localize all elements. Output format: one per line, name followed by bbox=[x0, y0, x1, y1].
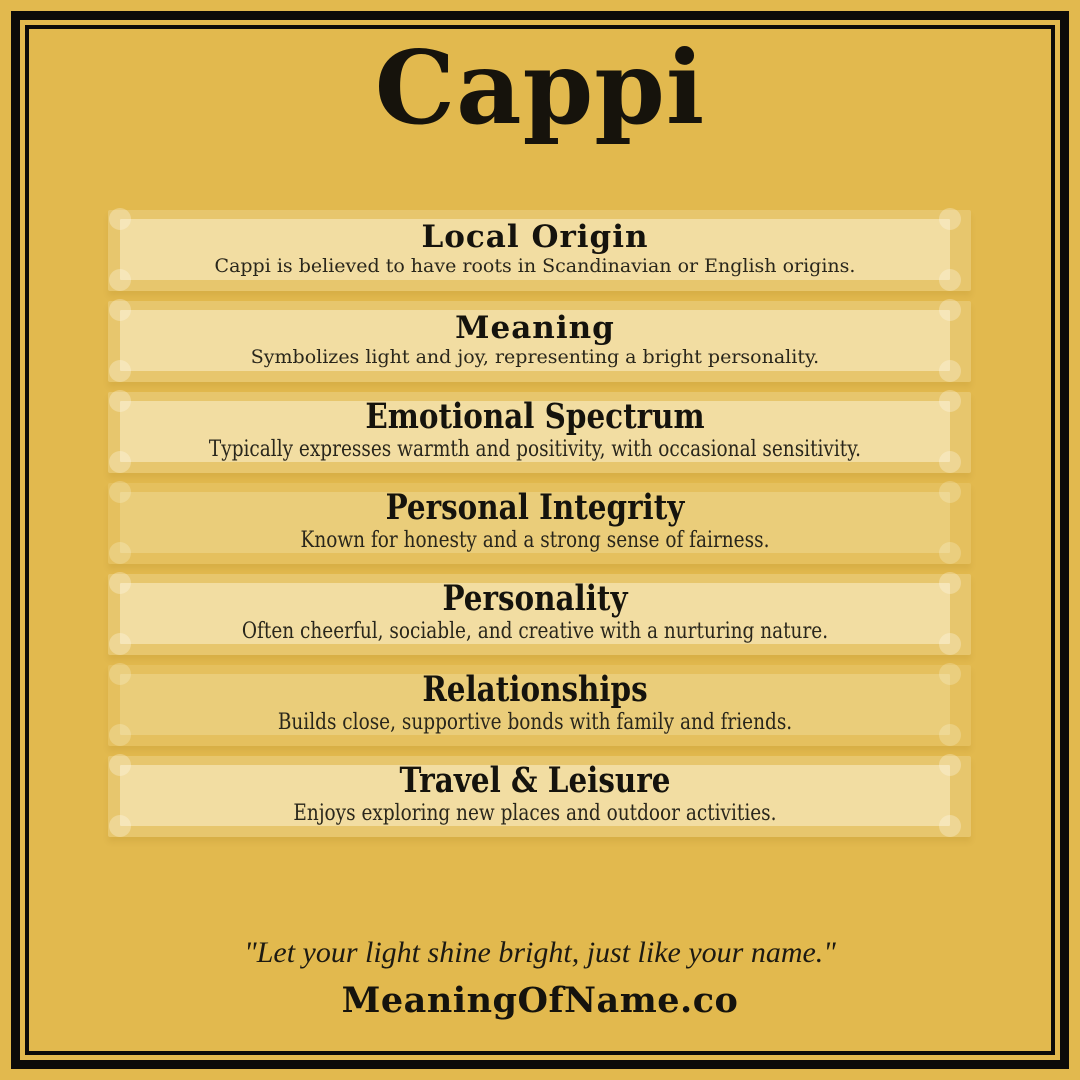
corner-rivet-icon bbox=[939, 815, 961, 837]
card-emotional-spectrum bbox=[108, 392, 971, 473]
corner-rivet-icon bbox=[939, 481, 961, 503]
card-body-text: Enjoys exploring new places and outdoor activities. bbox=[293, 801, 777, 827]
card-body-text: Symbolizes light and joy, representing a bright personality. bbox=[250, 345, 820, 368]
card-body-text: Known for honesty and a strong sense of fairness. bbox=[300, 528, 770, 554]
corner-rivet-icon bbox=[939, 299, 961, 321]
info-panel-list bbox=[108, 210, 971, 847]
corner-rivet-icon bbox=[109, 754, 131, 776]
corner-rivet-icon bbox=[939, 451, 961, 473]
card-travel-leisure bbox=[108, 756, 971, 837]
corner-rivet-icon bbox=[939, 208, 961, 230]
card-personality bbox=[108, 574, 971, 655]
corner-rivet-icon bbox=[109, 390, 131, 412]
card-heading: Emotional Spectrum bbox=[365, 396, 705, 438]
corner-rivet-icon bbox=[109, 299, 131, 321]
corner-rivet-icon bbox=[939, 572, 961, 594]
card-meaning bbox=[108, 301, 971, 382]
corner-rivet-icon bbox=[109, 451, 131, 473]
corner-rivet-icon bbox=[109, 572, 131, 594]
corner-rivet-icon bbox=[109, 542, 131, 564]
corner-rivet-icon bbox=[939, 633, 961, 655]
card-front-panel bbox=[120, 219, 950, 280]
card-heading: Personality bbox=[442, 578, 628, 620]
corner-rivet-icon bbox=[939, 390, 961, 412]
card-front-panel bbox=[120, 487, 950, 554]
corner-rivet-icon bbox=[939, 269, 961, 291]
card-heading: Local Origin bbox=[421, 219, 649, 256]
card-heading: Relationships bbox=[422, 669, 648, 711]
card-body-text: Cappi is believed to have roots in Scandinavian or English origins. bbox=[214, 254, 856, 277]
corner-rivet-icon bbox=[109, 633, 131, 655]
corner-rivet-icon bbox=[109, 208, 131, 230]
corner-rivet-icon bbox=[109, 269, 131, 291]
card-body-text: Builds close, supportive bonds with family and friends. bbox=[277, 710, 793, 736]
tagline-quote: "Let your light shine bright, just like your name." bbox=[244, 936, 836, 969]
card-heading: Travel & Leisure bbox=[399, 760, 671, 802]
card-body-text: Typically expresses warmth and positivity, with occasional sensitivity. bbox=[208, 437, 862, 463]
card-front-panel bbox=[120, 310, 950, 371]
card-front-panel bbox=[120, 760, 950, 827]
site-name: MeaningOfName.co bbox=[341, 980, 739, 1021]
card-front-panel bbox=[120, 669, 950, 736]
corner-rivet-icon bbox=[109, 481, 131, 503]
card-personal-integrity bbox=[108, 483, 971, 564]
card-front-panel bbox=[120, 578, 950, 645]
corner-rivet-icon bbox=[109, 815, 131, 837]
page-title: Cappi bbox=[374, 28, 706, 147]
corner-rivet-icon bbox=[939, 754, 961, 776]
corner-rivet-icon bbox=[939, 542, 961, 564]
card-heading: Personal Integrity bbox=[385, 487, 685, 529]
card-local-origin bbox=[108, 210, 971, 291]
corner-rivet-icon bbox=[939, 724, 961, 746]
card-body-text: Often cheerful, sociable, and creative with a nurturing nature. bbox=[241, 619, 829, 645]
corner-rivet-icon bbox=[939, 360, 961, 382]
card-front-panel bbox=[120, 396, 950, 463]
card-heading: Meaning bbox=[455, 310, 615, 347]
card-relationships bbox=[108, 665, 971, 746]
corner-rivet-icon bbox=[109, 724, 131, 746]
corner-rivet-icon bbox=[939, 663, 961, 685]
corner-rivet-icon bbox=[109, 360, 131, 382]
corner-rivet-icon bbox=[109, 663, 131, 685]
